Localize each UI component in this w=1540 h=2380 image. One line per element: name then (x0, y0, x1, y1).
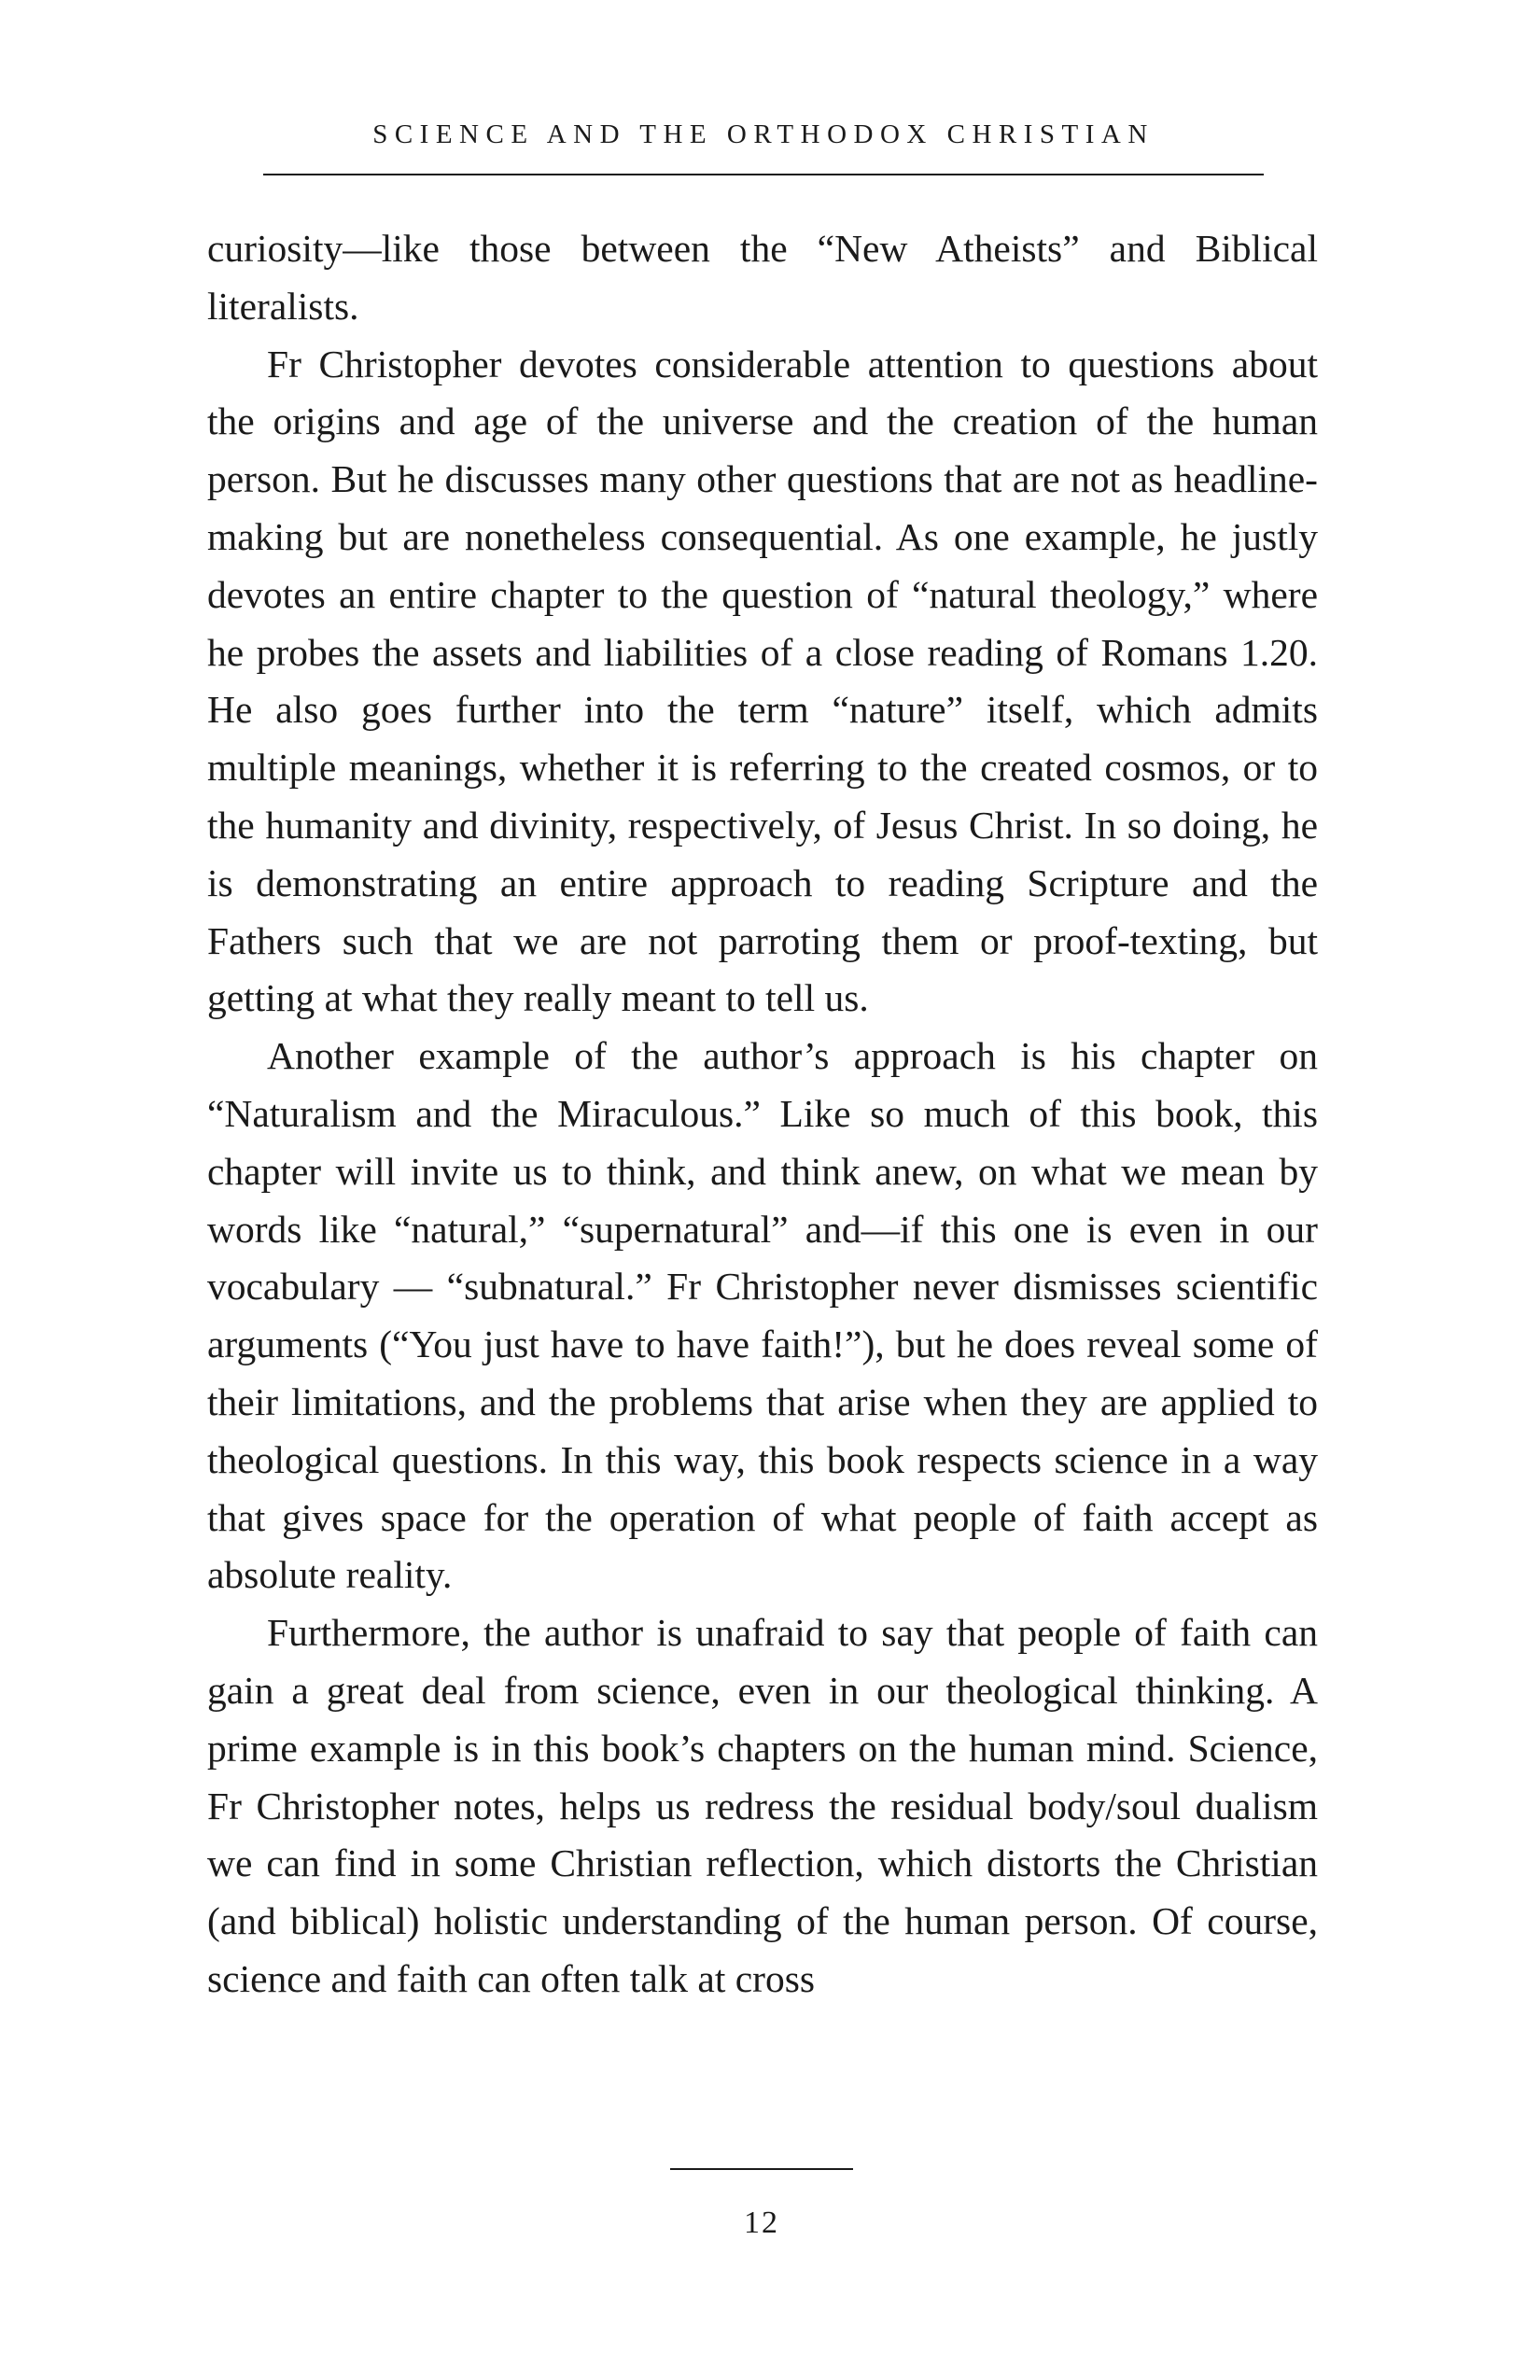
paragraph: Another example of the author’s approach is his chapter on “Naturalism and the Miraculous.” Like so much of this book, this chapter will invite us to think, and think anew, on what we mean by words like “natural,” “supernatural” and—if this one is even in our vocabulary — “subnatural.” Fr Christopher never dismisses scientific arguments (“You just have to have faith!”), but he does reveal some of their limitations, and the problems that arise when they are applied to theological questions. In this way, this book respects science in a way that gives space for the operation of what people of faith accept as absolute reality. (207, 1034, 1318, 1597)
paragraph: Furthermore, the author is unafraid to say that people of faith can gain a great deal from science, even in our theological thinking. A prime example is in this book’s chapters on the human mind. Science, Fr Christopher notes, helps us redress the residual body/soul dualism we can find in some Christian reflection, which distorts the Christian (and biblical) holistic understanding of the human person. Of course, science and faith can often talk at cross (207, 1611, 1318, 2000)
header-rule (263, 174, 1264, 175)
paragraph: Fr Christopher devotes considerable attention to questions about the origins and age of the universe and the creation of the human person. But he discusses many other questions that are not as headline-making but are nonetheless consequential. As one example, he justly devotes an entire chapter to the question of “natural theology,” where he probes the assets and liabilities of a close reading of Romans 1.20. He also goes further into the term “nature” itself, which admits multiple meanings, whether it is referring to the created cosmos, or to the humanity and divinity, respectively, of Jesus Christ. In so doing, he is demonstrating an entire approach to reading Scripture and the Fathers such that we are not parroting them or proof-texting, but getting at what they really meant to tell us. (207, 342, 1318, 1020)
body-text (207, 220, 1318, 2009)
paragraph-continued: curiosity—like those between the “New Atheists” and Biblical literalists. (207, 227, 1318, 328)
footer-rule (670, 2168, 853, 2170)
running-head: SCIENCE AND THE ORTHODOX CHRISTIAN (372, 119, 1155, 149)
page-number: 12 (744, 2205, 779, 2240)
